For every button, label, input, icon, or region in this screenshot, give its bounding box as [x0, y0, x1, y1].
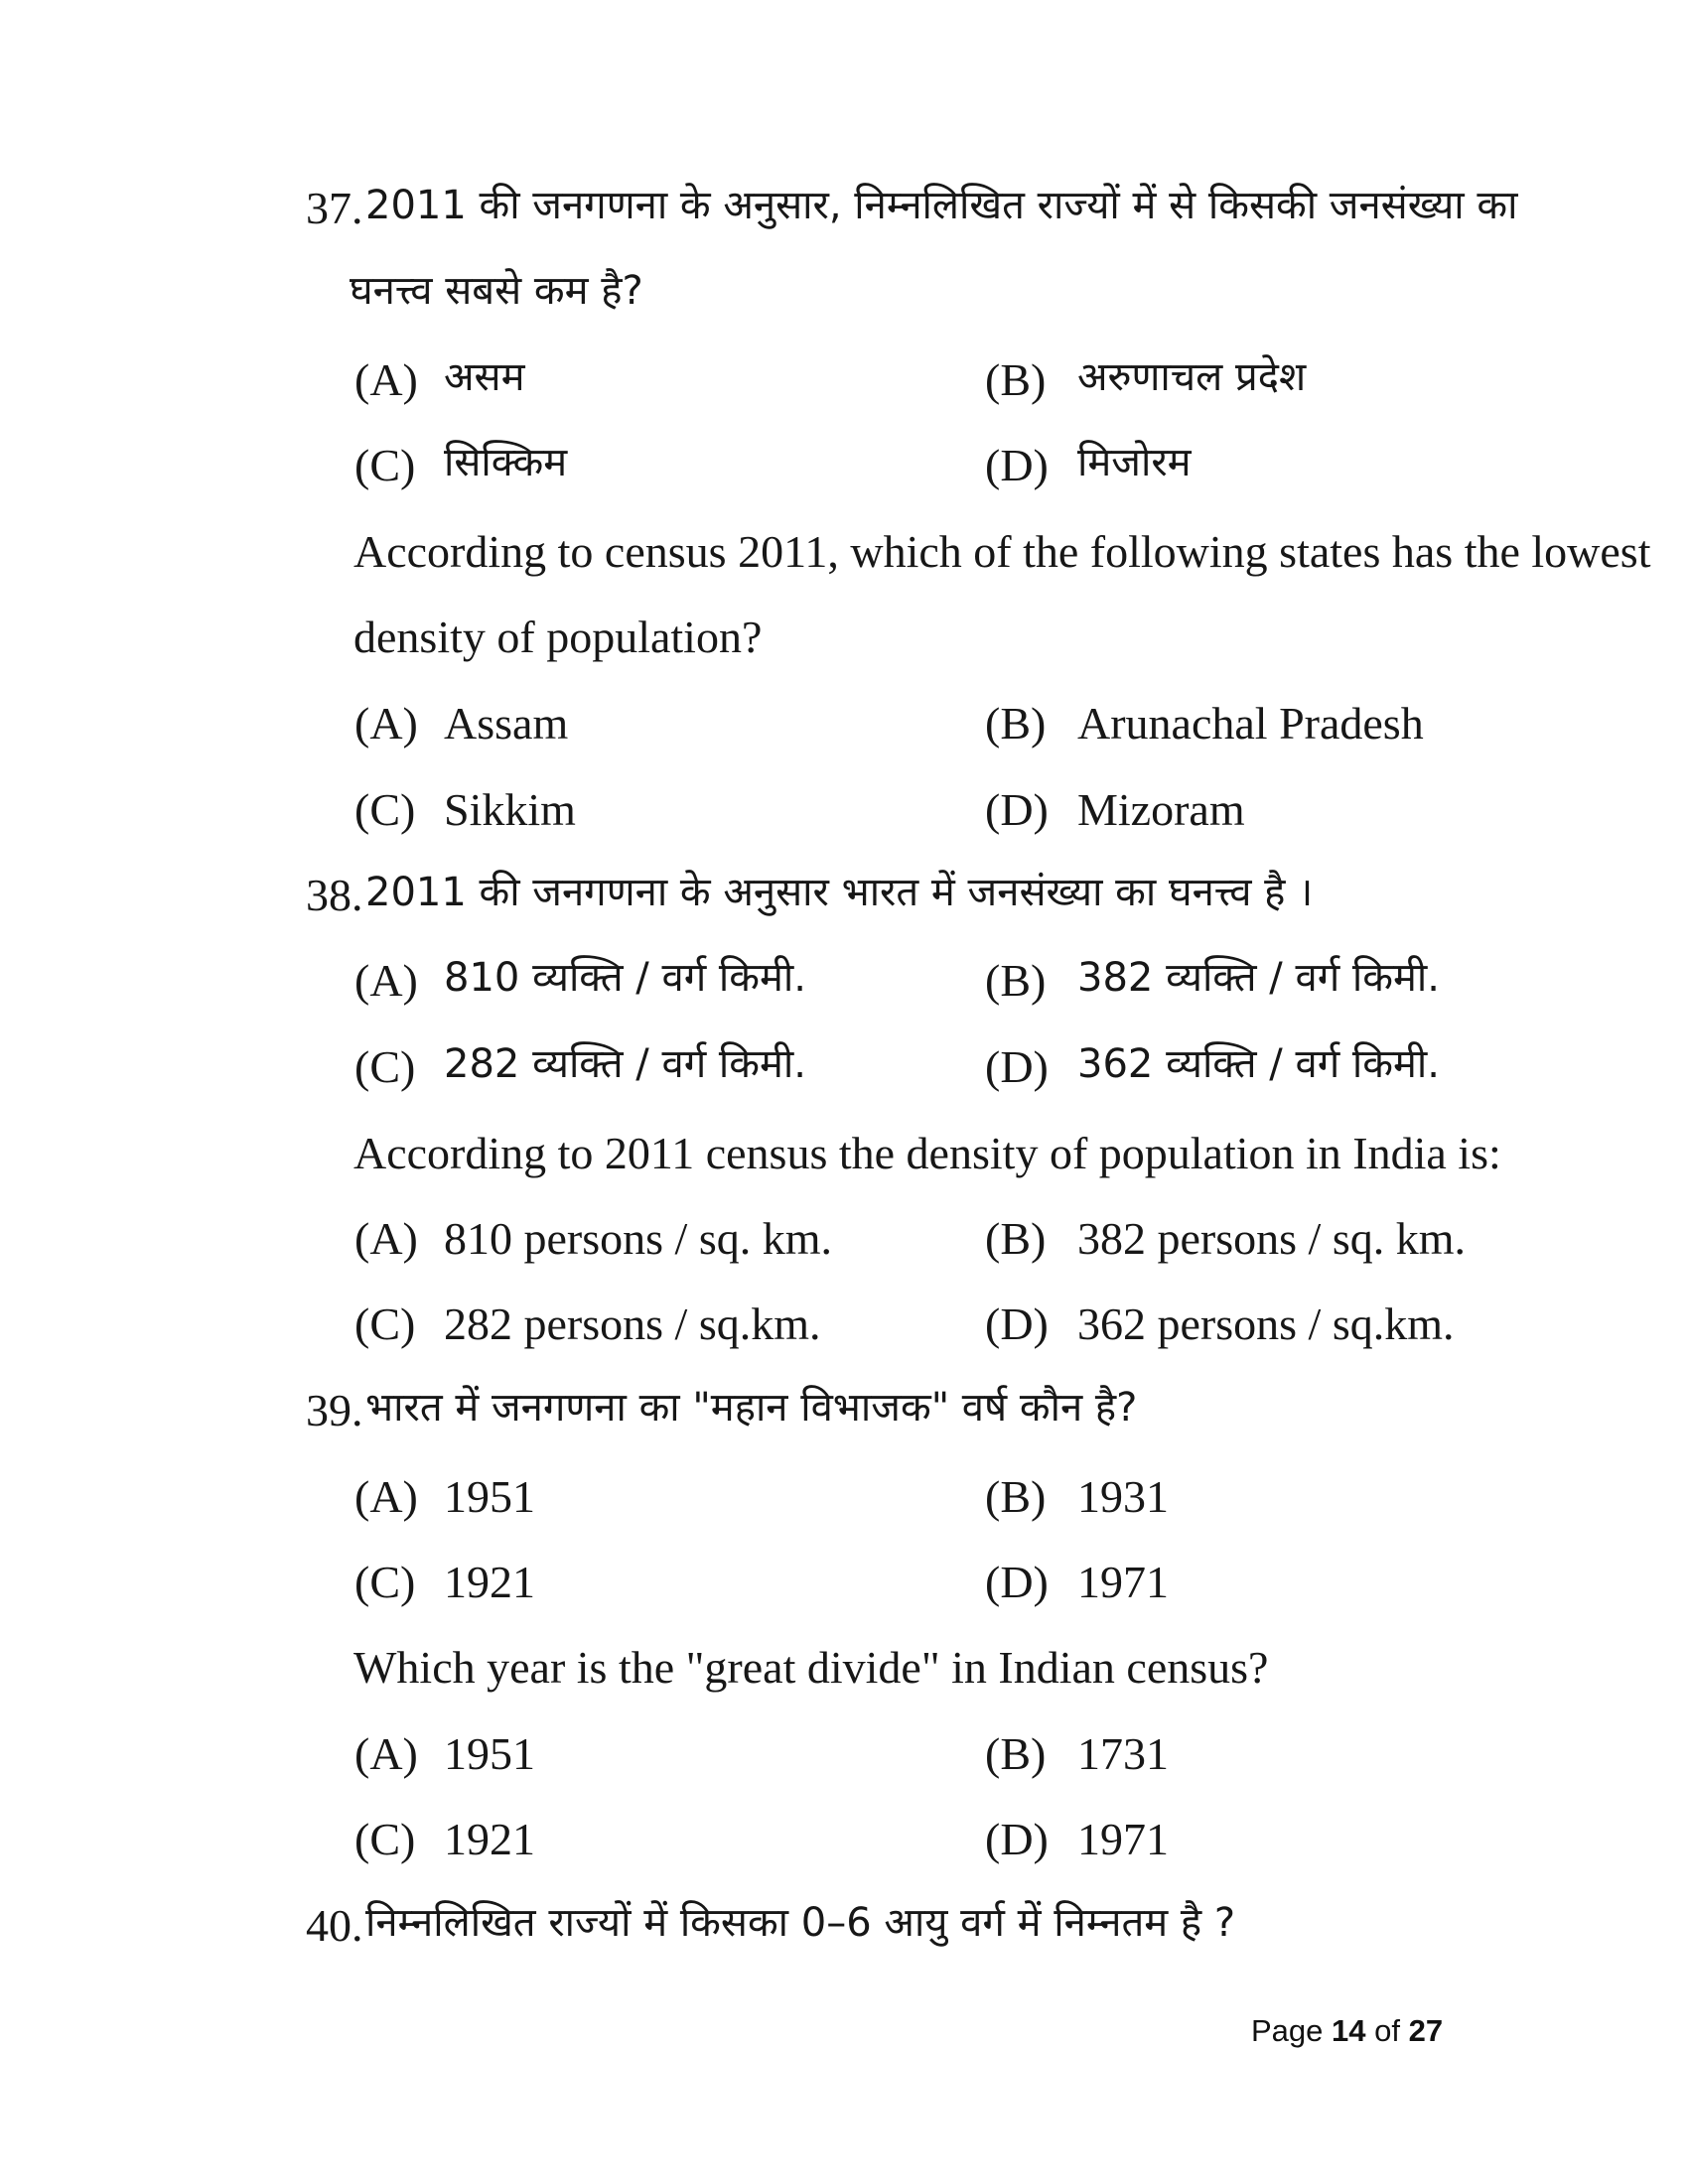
option-label: (A) [354, 354, 418, 405]
option-label: (B) [985, 955, 1047, 1006]
option-label: (A) [354, 698, 418, 749]
question-number: 37. [306, 183, 363, 233]
option-text: Arunachal Pradesh [1077, 698, 1424, 749]
option-label: (D) [985, 1041, 1049, 1092]
question-text-hindi: 2011 की जनगणना के अनुसार भारत में जनसंख्या का घनत्त्व है । [365, 870, 1314, 915]
option-text: 1921 [444, 1814, 535, 1864]
question-text-hindi: निम्नलिखित राज्यों में किसका 0–6 आयु वर्ग में निम्नतम है ? [365, 1900, 1236, 1946]
option-text: 810 व्यक्ति / वर्ग किमी. [444, 955, 806, 1001]
option-text: मिजोरम [1077, 440, 1192, 485]
option-text: Assam [444, 698, 569, 749]
option-label: (C) [354, 1041, 416, 1092]
option-label: (A) [354, 1213, 418, 1264]
question-text-hindi: 2011 की जनगणना के अनुसार, निम्नलिखित राज्यों में से किसकी जनसंख्या का [365, 183, 1518, 228]
option-label: (C) [354, 1814, 416, 1864]
option-text: सिक्किम [444, 440, 568, 485]
question-text-english: Which year is the "great divide" in Indian census? [353, 1642, 1269, 1693]
page-label: Page [1251, 2013, 1324, 2048]
option-text: 362 व्यक्ति / वर्ग किमी. [1077, 1041, 1440, 1087]
page-footer [1251, 2013, 1443, 2049]
option-label: (D) [985, 1557, 1049, 1607]
option-label: (B) [985, 354, 1047, 405]
option-label: (D) [985, 784, 1049, 835]
option-label: (C) [354, 1298, 416, 1349]
question-number: 39. [306, 1385, 363, 1435]
question-text-english: density of population? [353, 612, 763, 662]
option-text: 282 व्यक्ति / वर्ग किमी. [444, 1041, 806, 1087]
option-text: 382 persons / sq. km. [1077, 1213, 1466, 1264]
option-label: (A) [354, 1728, 418, 1779]
option-text: असम [444, 354, 525, 400]
option-label: (A) [354, 1471, 418, 1522]
page-current-number: 14 [1332, 2013, 1366, 2048]
option-text: 810 persons / sq. km. [444, 1213, 832, 1264]
option-label: (C) [354, 1557, 416, 1607]
option-label: (B) [985, 1213, 1047, 1264]
option-label: (B) [985, 698, 1047, 749]
option-label: (B) [985, 1728, 1047, 1779]
option-text: 362 persons / sq.km. [1077, 1298, 1455, 1349]
question-text-english: According to 2011 census the density of population in India is: [353, 1128, 1501, 1178]
option-label: (C) [354, 440, 416, 490]
option-text: 1951 [444, 1728, 535, 1779]
page-of-label: of [1374, 2013, 1400, 2048]
question-text-hindi: घनत्त्व सबसे कम है? [350, 268, 643, 314]
option-text: Mizoram [1077, 784, 1245, 835]
question-number: 40. [306, 1900, 363, 1951]
question-text-english: According to census 2011, which of the following states has the lowest [353, 526, 1651, 577]
option-text: अरुणाचल प्रदेश [1077, 354, 1307, 400]
option-text: 1731 [1077, 1728, 1169, 1779]
option-label: (C) [354, 784, 416, 835]
question-number: 38. [306, 870, 363, 920]
option-text: 1921 [444, 1557, 535, 1607]
option-text: 282 persons / sq.km. [444, 1298, 821, 1349]
question-text-hindi: भारत में जनगणना का "महान विभाजक" वर्ष कौन है? [365, 1385, 1138, 1431]
option-text: 1931 [1077, 1471, 1169, 1522]
option-text: Sikkim [444, 784, 576, 835]
option-text: 1971 [1077, 1814, 1169, 1864]
option-label: (D) [985, 440, 1049, 490]
option-label: (A) [354, 955, 418, 1006]
option-text: 1951 [444, 1471, 535, 1522]
option-text: 382 व्यक्ति / वर्ग किमी. [1077, 955, 1440, 1001]
option-label: (D) [985, 1298, 1049, 1349]
option-label: (D) [985, 1814, 1049, 1864]
option-label: (B) [985, 1471, 1047, 1522]
page-total-number: 27 [1408, 2013, 1444, 2048]
option-text: 1971 [1077, 1557, 1169, 1607]
